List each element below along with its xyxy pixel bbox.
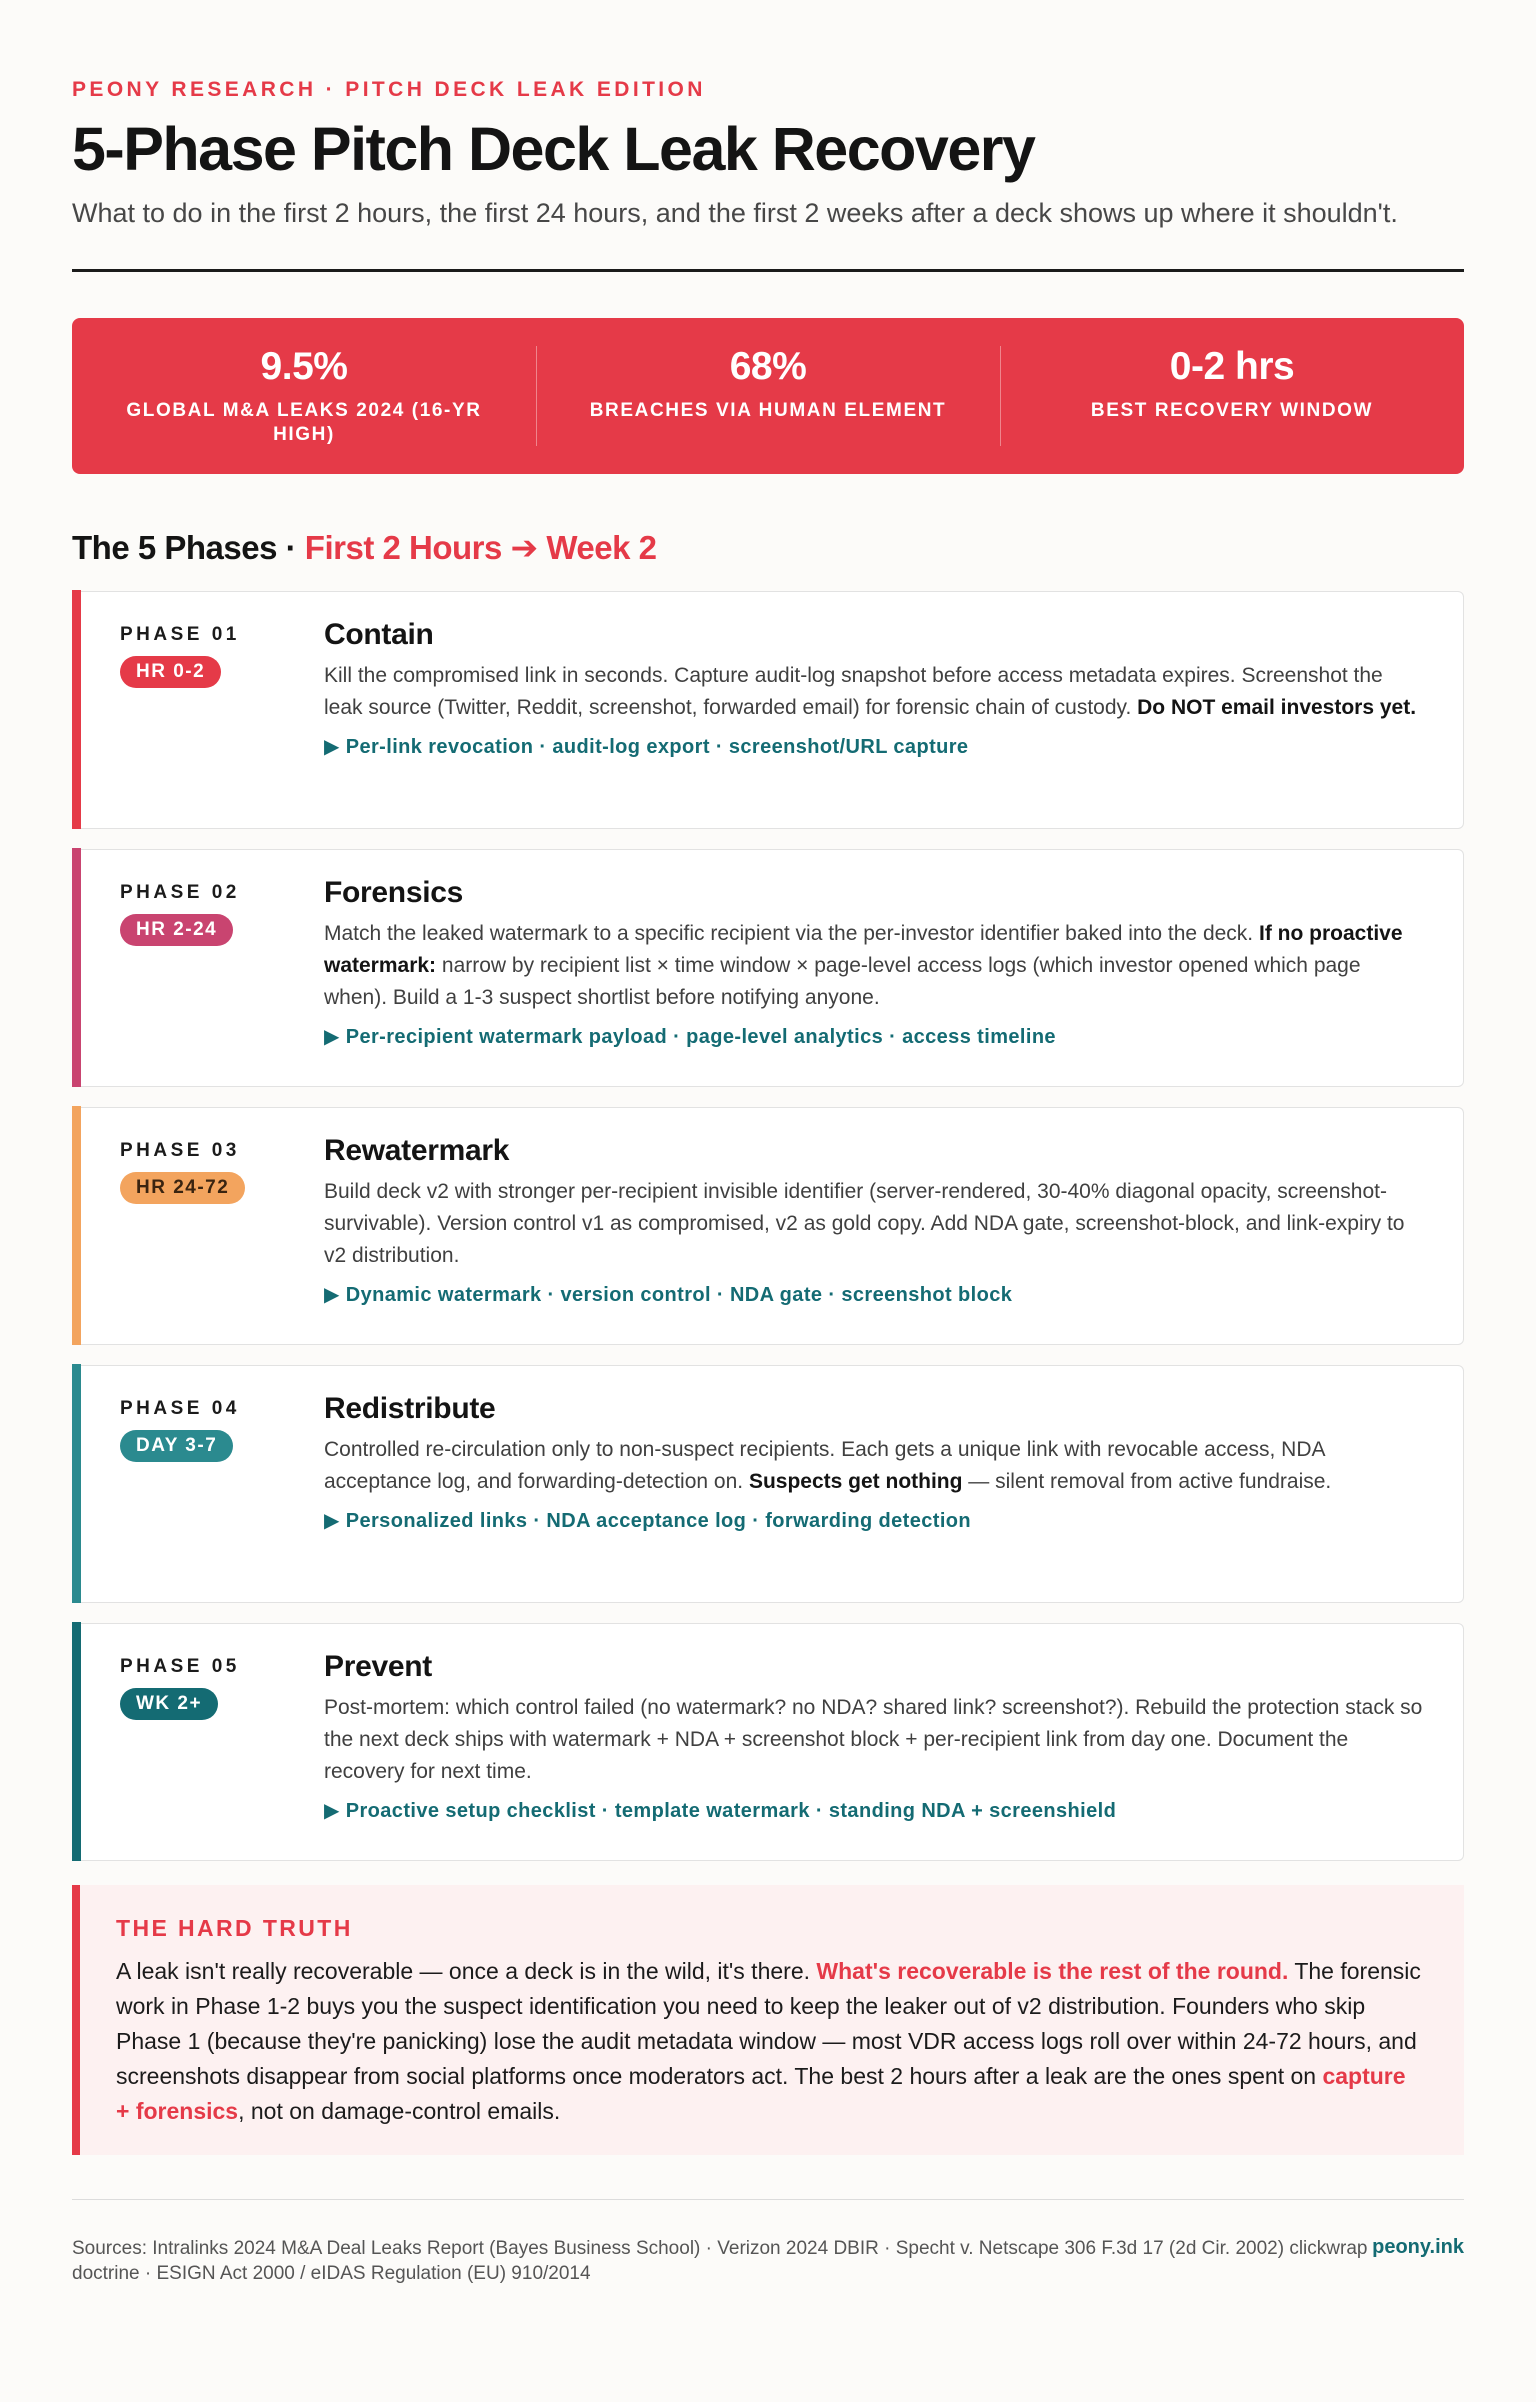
phase-card (72, 1365, 1464, 1603)
phase-title: Forensics (324, 875, 464, 909)
phase-meta (120, 1140, 290, 1204)
phase-title: Rewatermark (324, 1133, 510, 1167)
phase-text: Controlled re-circulation only to non-suspect recipients. Each gets a unique link with revocable access, NDA acceptance log, and forwarding-detection on. (324, 1437, 1325, 1493)
page-title: 5-Phase Pitch Deck Leak Recovery (72, 115, 1035, 183)
phase-color-bar (72, 1622, 81, 1861)
phase-color-bar (72, 1106, 81, 1345)
stat-label: BEST RECOVERY WINDOW (1090, 399, 1374, 421)
callout-accent-bar (72, 1885, 80, 2155)
phase-description (324, 660, 1427, 724)
infographic-page (72, 0, 1464, 2286)
section-accent: First 2 Hours ➔ Week 2 (304, 528, 657, 566)
phase-text: Kill the compromised link in seconds. Capture audit-log snapshot before access metadata expires. Screenshot the leak source (Twitter, Reddit, screenshot, forwarded email) for forensic chain of custody. (324, 663, 1383, 719)
brand-link[interactable]: peony.ink (1372, 2236, 1464, 2259)
phase-content (324, 1392, 1427, 1533)
kicker: PEONY RESEARCH · PITCH DECK LEAK EDITION (72, 78, 706, 101)
phase-tools: ▶ Dynamic watermark · version control · NDA gate · screenshot block (324, 1283, 1013, 1306)
stat-item (1000, 346, 1464, 423)
phase-color-bar (72, 1364, 81, 1603)
phase-emphasis: If no proactive watermark: (324, 921, 1403, 977)
phase-text-end: — silent removal from active fundraise. (962, 1469, 1332, 1493)
phase-meta (120, 1656, 290, 1720)
section-heading (72, 528, 1464, 567)
phase-number: PHASE 01 (120, 623, 240, 645)
header-divider (72, 269, 1464, 272)
phase-content (324, 876, 1427, 1049)
stat-value: 9.5% (260, 344, 348, 388)
stat-label: BREACHES VIA HUMAN ELEMENT (589, 399, 947, 421)
hard-truth-callout (72, 1885, 1464, 2155)
phase-color-bar (72, 590, 81, 829)
phase-tools: ▶ Personalized links · NDA acceptance log · forwarding detection (324, 1509, 972, 1532)
stat-value: 0-2 hrs (1169, 344, 1295, 388)
phase-timing-badge: HR 2-24 (120, 914, 233, 946)
callout-highlight: capture + forensics (116, 2062, 1406, 2124)
phase-description (324, 1176, 1427, 1272)
phase-description (324, 1692, 1427, 1788)
phase-text: Match the leaked watermark to a specific recipient via the per-investor identifier baked into the deck. (324, 921, 1259, 945)
phase-meta (120, 1398, 290, 1462)
phase-tools: ▶ Proactive setup checklist · template watermark · standing NDA + screenshield (324, 1799, 1117, 1822)
stat-value: 68% (729, 344, 807, 388)
phase-text: Build deck v2 with stronger per-recipient invisible identifier (server-rendered, 30-40% diagonal opacity, screenshot-survivable). Version control v1 as compromised, v2 as gold copy. Add NDA gate, screenshot-block, and link-expiry to v2 distribution. (324, 1179, 1405, 1267)
stat-item (72, 346, 536, 446)
callout-text: , not on damage-control emails. (238, 2097, 561, 2124)
phase-title: Prevent (324, 1649, 432, 1683)
callout-highlight: What's recoverable is the rest of the round. (816, 1957, 1289, 1984)
phase-text: Post-mortem: which control failed (no watermark? no NDA? shared link? screenshot?). Rebuild the protection stack so the next deck ships with watermark + NDA + screenshot block + per-recipient link from day one. Document the recovery for next time. (324, 1695, 1423, 1783)
phase-timing-badge: HR 24-72 (120, 1172, 245, 1204)
phase-tools: ▶ Per-recipient watermark payload · page-level analytics · access timeline (324, 1025, 1056, 1048)
phase-description (324, 1434, 1427, 1498)
section-title: The 5 Phases (72, 528, 277, 566)
footer (72, 2236, 1464, 2286)
phase-emphasis: Suspects get nothing (748, 1469, 963, 1493)
phase-list (72, 591, 1464, 1861)
phase-content (324, 618, 1427, 759)
phase-title: Contain (324, 617, 434, 651)
phase-card (72, 1107, 1464, 1345)
phase-color-bar (72, 848, 81, 1087)
callout-text: A leak isn't really recoverable — once a deck is in the wild, it's there. (116, 1957, 817, 1984)
sources-text: Sources: Intralinks 2024 M&A Deal Leaks Report (Bayes Business School) · Verizon 2024 DBIR · Specht v. Netscape 306 F.3d 17 (2d Cir. 2002) clickwrap doctrine · ESIGN Act 2000 / eIDAS Regulation (EU) 910/2014 (72, 2238, 1368, 2285)
phase-number: PHASE 03 (120, 1139, 240, 1161)
phase-meta (120, 624, 290, 688)
phase-timing-badge: WK 2+ (120, 1688, 218, 1720)
callout-text: The forensic work in Phase 1-2 buys you the suspect identification you need to keep the leaker out of v2 distribution. Founders who skip Phase 1 (because they're panicking) lose the audit metadata window — most VDR access logs roll over within 24-72 hours, and screenshots disappear from social platforms once moderators act. The best 2 hours after a leak are the ones spent on (116, 1957, 1421, 2089)
phase-emphasis: Do NOT email investors yet. (1137, 695, 1417, 719)
phase-card (72, 591, 1464, 829)
phase-card (72, 849, 1464, 1087)
phase-content (324, 1134, 1427, 1307)
phase-timing-badge: HR 0-2 (120, 656, 221, 688)
phase-meta (120, 882, 290, 946)
phase-timing-badge: DAY 3-7 (120, 1430, 233, 1462)
stat-item (536, 346, 1000, 423)
phase-number: PHASE 02 (120, 881, 240, 903)
phase-tools: ▶ Per-link revocation · audit-log export · screenshot/URL capture (324, 735, 969, 758)
stats-banner (72, 318, 1464, 474)
page-subtitle: What to do in the first 2 hours, the first 24 hours, and the first 2 weeks after a deck shows up where it shouldn't. (72, 198, 1398, 229)
phase-text-end: narrow by recipient list × time window × page-level access logs (which investor opened which page when). Build a 1-3 suspect shortlist before notifying anyone. (324, 953, 1361, 1009)
phase-number: PHASE 05 (120, 1655, 240, 1677)
phase-content (324, 1650, 1427, 1823)
section-separator: · (285, 528, 297, 566)
phase-number: PHASE 04 (120, 1397, 240, 1419)
callout-heading: THE HARD TRUTH (116, 1914, 353, 1941)
phase-title: Redistribute (324, 1391, 496, 1425)
footer-divider (72, 2199, 1464, 2201)
phase-description (324, 918, 1427, 1014)
phase-card (72, 1623, 1464, 1861)
callout-body (116, 1954, 1424, 2129)
stat-label: GLOBAL M&A LEAKS 2024 (16-YR HIGH) (126, 399, 482, 445)
